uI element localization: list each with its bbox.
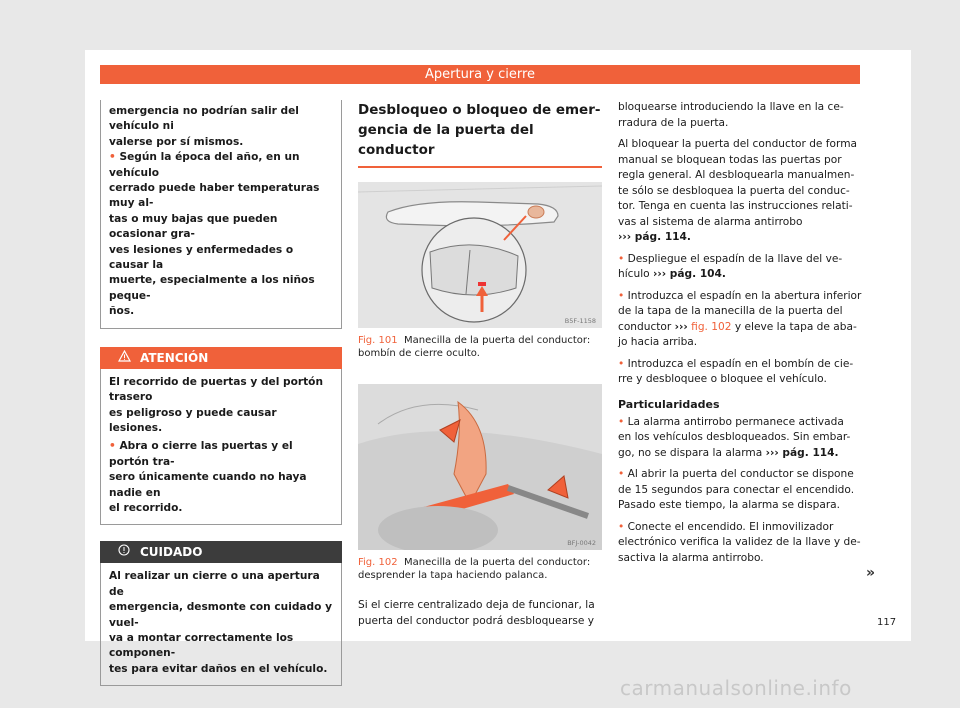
warning-continuation-box xyxy=(100,100,342,329)
continue-mark: » xyxy=(866,565,876,581)
cuidado-box xyxy=(100,541,342,686)
cuidado-header xyxy=(100,541,342,563)
bullet-lock-cylinder: • Introduzca el espadín en el bombín de cie- rre y desbloquee o bloquee el vehículo. xyxy=(618,357,854,385)
figure-code: BFJ-0042 xyxy=(567,539,596,547)
page-reference-link[interactable]: ››› pág. 114. xyxy=(618,231,691,243)
atencion-bullet: • Abra o cierre las puertas y el portón tra- sero únicamente cuando no haya nadie en el recorrido. xyxy=(109,440,307,514)
figure-102-image xyxy=(358,384,602,550)
atencion-body xyxy=(100,369,342,526)
page-reference-link[interactable]: ››› pág. 114. xyxy=(765,446,839,459)
sub-heading: Particularidades xyxy=(618,397,720,411)
info-circle-icon xyxy=(108,541,140,563)
bullet-temperature: • Según la época del año, en un vehículo cerrado puede haber temperaturas muy al- tas o muy bajas que pueden ocasionar gra- ves lesiones y enfermedades o causar la muerte, especialmente a los niños peque- ños. xyxy=(109,151,320,318)
column-right xyxy=(618,100,862,566)
bullet-insert-key: • Introduzca el espadín en la abertura inferior de la tapa de la manecilla de la puerta del conductor ››› fig. 102 y eleve la tapa de aba- jo hacia arriba. xyxy=(618,289,862,348)
bullet-alarm-active: • La alarma antirrobo permanece activada en los vehículos desbloqueados. Sin embar- go, no se dispara la alarma ››› pág. 114. xyxy=(618,415,851,459)
cuidado-title: CUIDADO xyxy=(140,545,203,560)
page-reference-link[interactable]: ››› pág. 104. xyxy=(653,268,726,280)
figure-102-caption: Fig. 102 Manecilla de la puerta del conductor: desprender la tapa haciendo palanca. xyxy=(358,557,591,581)
paragraph-1: bloquearse introduciendo la llave en la ce- rradura de la puerta. xyxy=(618,101,844,129)
cuidado-text: Al realizar un cierre o una apertura de emergencia, desmonte con cuidado y vuel- va a montar correctamente los componen- tes para evitar daños en el vehículo. xyxy=(109,570,333,675)
page-number: 117 xyxy=(877,617,897,628)
section-header-band xyxy=(100,65,860,84)
cuidado-body xyxy=(100,563,342,686)
figure-label: Fig. 102 xyxy=(358,557,398,568)
door-handle-illustration xyxy=(358,182,602,328)
column-left xyxy=(100,100,342,686)
bullet-fifteen-seconds: • Al abrir la puerta del conductor se dispone de 15 segundos para conectar el encendido. Pasado este tiempo, la alarma se dispara. xyxy=(618,468,855,511)
bullet-immobilizer: • Conecte el encendido. El inmovilizador electrónico verifica la validez de la llave y de- sactiva la alarma antirrobo. xyxy=(618,520,861,564)
figure-101-caption: Fig. 101 Manecilla de la puerta del conductor: bombín de cierre oculto. xyxy=(358,335,591,359)
intro-text: emergencia no podrían salir del vehículo ni valerse por sí mismos. xyxy=(109,105,299,148)
figure-reference-link[interactable]: fig. 102 xyxy=(691,320,732,333)
atencion-text: El recorrido de puertas y del portón trasero es peligroso y puede causar lesiones. xyxy=(109,375,324,434)
section-title: Apertura y cierre xyxy=(424,67,536,82)
atencion-title: ATENCIÓN xyxy=(140,350,209,365)
figure-label: Fig. 101 xyxy=(358,335,398,346)
bullet-unfold-key: • Despliegue el espadín de la llave del ve- hículo ››› pág. 104. xyxy=(618,252,843,280)
figure-code: B5F-1158 xyxy=(564,317,596,325)
body-paragraph: Si el cierre centralizado deja de funcionar, la puerta del conductor podrá desbloquearse y xyxy=(358,599,595,627)
figure-101-image xyxy=(358,182,602,328)
paragraph-2: Al bloquear la puerta del conductor de forma manual se bloquean todas las puertas por regla general. Al desbloquearla manualmen- te sólo se desbloquea la puerta del conduc- tor. Tenga en cuenta las instrucciones relati- vas al sistema de alarma antirrobo ››› pág. 114. xyxy=(618,138,858,243)
column-middle xyxy=(358,100,602,635)
atencion-box xyxy=(100,347,342,526)
section-heading: Desbloqueo o bloqueo de emer- gencia de la puerta del conductor xyxy=(358,100,602,168)
warning-triangle-icon xyxy=(108,347,140,369)
watermark: carmanualsonline.info xyxy=(620,676,852,700)
lever-illustration xyxy=(358,384,602,550)
atencion-header xyxy=(100,347,342,369)
